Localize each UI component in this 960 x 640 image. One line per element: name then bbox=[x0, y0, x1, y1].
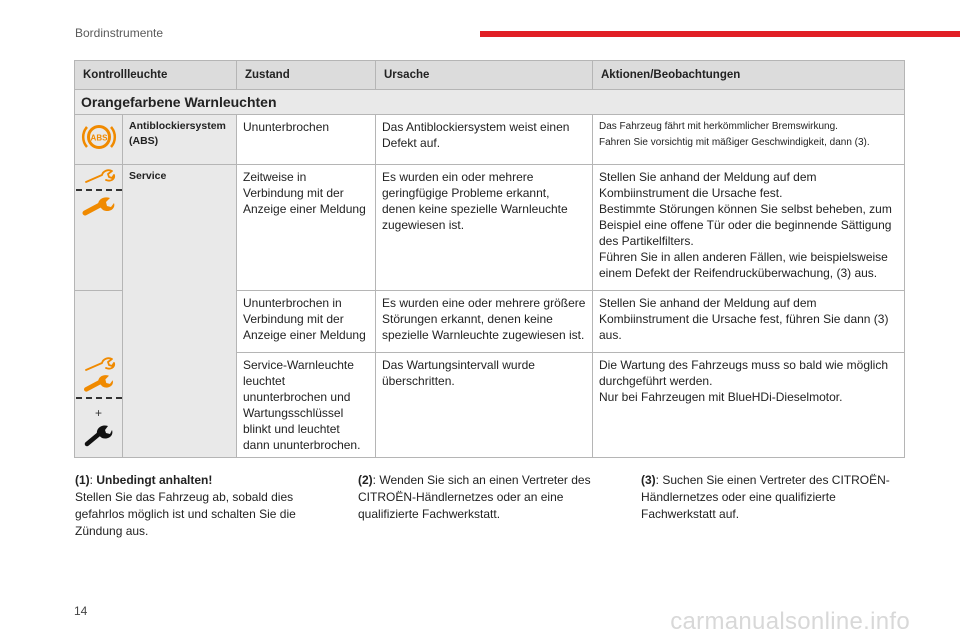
footnote-2-ref: (2) bbox=[358, 473, 373, 487]
service-3-action-2: Nur bei Fahrzeugen mit BlueHDi-Dieselmotor. bbox=[599, 390, 843, 404]
service-1-action-1: Stellen Sie anhand der Meldung auf dem Kombiinstrument die Ursache fest. bbox=[599, 170, 817, 200]
watermark: carmanualsonline.info bbox=[670, 608, 910, 635]
table-row-service-1 bbox=[75, 165, 905, 291]
footnote-2-text: Wenden Sie sich an einen Vertreter des CITROËN-Händlernetzes oder an eine qualifizierte Fachwerkstatt. bbox=[358, 473, 591, 521]
abs-icon-label: ABS bbox=[90, 133, 108, 143]
abs-action-1: Das Fahrzeug fährt mit herkömmlicher Bremswirkung. bbox=[599, 121, 838, 132]
footnote-1-heading: Unbedingt anhalten! bbox=[96, 473, 213, 487]
service-3-light-cell bbox=[75, 353, 123, 458]
col-header-light: Kontrollleuchte bbox=[75, 61, 237, 90]
service-1-action-2: Bestimmte Störungen können Sie selbst beheben, zum Beispiel eine offene Tür oder die beginnende Sättigung des Partikelfilters. bbox=[599, 202, 892, 248]
service-3-action-1: Die Wartung des Fahrzeugs muss so bald wie möglich durchgeführt werden. bbox=[599, 358, 889, 388]
page-number: 14 bbox=[74, 604, 88, 618]
table-row-abs bbox=[75, 115, 905, 165]
abs-name-cell bbox=[123, 115, 237, 165]
category-row bbox=[75, 90, 905, 115]
col-header-cause: Ursache bbox=[376, 61, 593, 90]
footnote-1: (1): Unbedingt anhalten! Stellen Sie das Fahrzeug ab, sobald dies gefahrlos möglich ist und schalten Sie die Zündung aus. bbox=[75, 473, 296, 538]
service-1-state: Zeitweise in Verbindung mit der Anzeige einer Meldung bbox=[237, 165, 376, 291]
service-1-cause: Es wurden ein oder mehrere geringfügige Probleme erkannt, denen keine spezielle Warnleuchte zugewiesen ist. bbox=[376, 165, 593, 291]
abs-name: Antiblockiersystem (ABS) bbox=[129, 120, 226, 147]
dashed-separator bbox=[76, 189, 122, 191]
warning-lights-table bbox=[74, 60, 905, 458]
service-3-state: Service-Warnleuchte leuchtet ununterbrochen und Wartungsschlüssel blinkt und leuchtet dann ununterbrochen. bbox=[237, 353, 376, 458]
abs-warning-icon bbox=[81, 119, 117, 155]
footnote-2: (2): Wenden Sie sich an einen Vertreter des CITROËN-Händlernetzes oder an eine qualifizierte Fachwerkstatt. bbox=[358, 473, 591, 521]
footnote-3: (3): Suchen Sie einen Vertreter des CITROËN-Händlernetzes oder eine qualifizierte Fachwerkstatt auf. bbox=[641, 473, 890, 521]
section-title: Bordinstrumente bbox=[75, 26, 164, 40]
service-wrench-outline-icon bbox=[82, 357, 116, 373]
service-2-actions bbox=[593, 291, 905, 353]
abs-action-2: Fahren Sie vorsichtig mit mäßiger Geschwindigkeit, dann (3). bbox=[599, 137, 870, 148]
service-1-action-3: Führen Sie in allen anderen Fällen, wie beispielsweise einem Defekt der Reifendrucküberwachung, (3) aus. bbox=[599, 250, 888, 280]
abs-actions bbox=[593, 115, 905, 165]
footnote-1-text: Stellen Sie das Fahrzeug ab, sobald dies gefahrlos möglich ist und schalten Sie die Zündung aus. bbox=[75, 490, 296, 538]
footnote-3-ref: (3) bbox=[641, 473, 656, 487]
footnote-3-text: Suchen Sie einen Vertreter des CITROËN-Händlernetzes oder eine qualifizierte Fachwerkstatt auf. bbox=[641, 473, 890, 521]
service-2-state: Ununterbrochen in Verbindung mit der Anzeige einer Meldung bbox=[237, 291, 376, 353]
abs-light-cell bbox=[75, 115, 123, 165]
footnote-1-ref: (1) bbox=[75, 473, 90, 487]
category-title: Orangefarbene Warnleuchten bbox=[75, 90, 905, 115]
plus-sign: + bbox=[94, 405, 102, 420]
service-name: Service bbox=[129, 170, 167, 182]
maintenance-wrench-icon bbox=[84, 423, 114, 447]
abs-state: Ununterbrochen bbox=[237, 115, 376, 165]
header-accent-bar bbox=[480, 31, 960, 37]
dashed-separator bbox=[76, 397, 122, 399]
service-name-cell bbox=[123, 165, 237, 458]
service-2-light-cell bbox=[75, 291, 123, 353]
service-wrench-icon bbox=[82, 195, 116, 217]
service-wrench-outline-icon bbox=[82, 169, 116, 185]
service-2-action-1: Stellen Sie anhand der Meldung auf dem Kombiinstrument die Ursache fest, führen Sie dann (3) aus. bbox=[599, 296, 889, 342]
col-header-actions: Aktionen/Beobachtungen bbox=[593, 61, 905, 90]
service-1-actions bbox=[593, 165, 905, 291]
service-3-actions bbox=[593, 353, 905, 458]
service-light-cell bbox=[75, 165, 123, 291]
table-header-row bbox=[75, 61, 905, 90]
service-wrench-icon bbox=[82, 373, 116, 393]
col-header-state: Zustand bbox=[237, 61, 376, 90]
service-2-cause: Es wurden eine oder mehrere größere Störungen erkannt, denen keine spezielle Warnleuchte zugewiesen ist. bbox=[376, 291, 593, 353]
service-3-cause: Das Wartungsintervall wurde überschritten. bbox=[376, 353, 593, 458]
abs-cause: Das Antiblockiersystem weist einen Defekt auf. bbox=[376, 115, 593, 165]
